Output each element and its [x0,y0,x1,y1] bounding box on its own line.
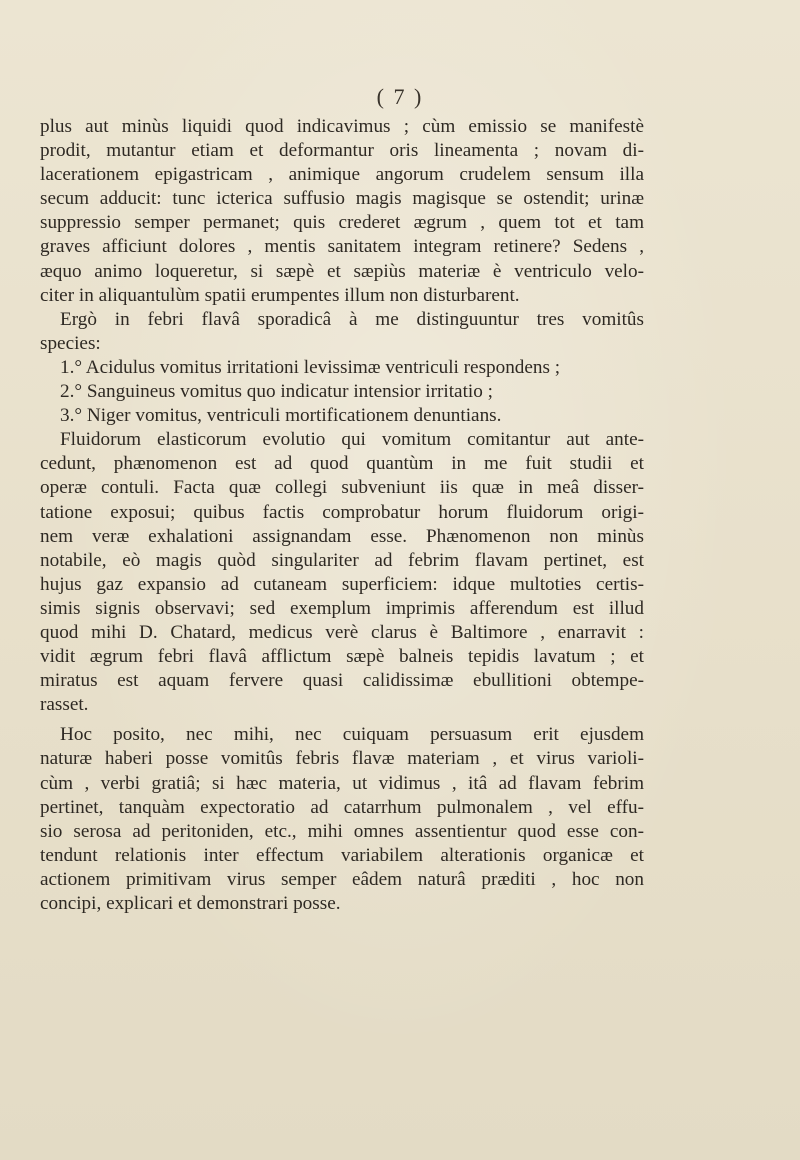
text-line: nem veræ exhalationi assignandam esse. Phænomenon non minùs [40,525,644,547]
text-line: simis signis observavi; sed exemplum imprimis afferendum est illud [40,597,644,619]
text-line: notabile, eò magis quòd singulariter ad febrim flavam pertinet, est [40,549,644,571]
text-line: actionem primitivam virus semper eâdem naturâ præditi , hoc non [40,868,644,890]
text-line: citer in aliquantulùm spatii erumpentes illum non disturbarent. [40,284,520,306]
text-line: miratus est aquam fervere quasi calidissimæ ebullitioni obtempe- [40,670,644,692]
text-line: sio serosa ad peritoniden, etc., mihi omnes assentientur quod esse con- [40,820,644,842]
text-line: suppressio semper permanet; quis crederet ægrum , quem tot et tam [40,212,644,234]
list-item: 2.° Sanguineus vomitus quo indicatur intensior irritatio ; [60,381,493,403]
page-number: ( 7 ) [376,84,424,109]
list-item: 3.° Niger vomitus, ventriculi mortificationem denuntians. [60,405,502,427]
text-line: Fluidorum elasticorum evolutio qui vomitum comitantur aut ante- [60,429,644,451]
text-line: Hoc posito, nec mihi, nec cuiquam persuasum erit ejusdem [60,724,644,746]
text-line: quod mihi D. Chatard, medicus verè clarus è Baltimore , enarravit : [40,621,644,643]
text-line: tatione exposui; quibus factis comprobatur horum fluidorum origi- [40,501,644,523]
text-line: naturæ haberi posse vomitûs febris flavæ materiam , et virus varioli- [40,748,644,770]
text-line: prodit, mutantur etiam et deformantur oris lineamenta ; novam di- [40,140,644,162]
text-line: vidit ægrum febri flavâ afflictum sæpè balneis tepidis lavatum ; et [40,646,644,668]
list-item: 1.° Acidulus vomitus irritationi levissimæ ventriculi respondens ; [60,356,561,378]
text-line: tendunt relationis inter effectum variabilem alterationis organicæ et [40,844,644,866]
text-line: æquo animo loqueretur, si sæpè et sæpiùs materiæ è ventriculo velo- [40,260,644,282]
text-line: Ergò in febri flavâ sporadicâ à me distinguuntur tres vomitûs [60,308,644,330]
text-line: cùm , verbi gratiâ; si hæc materia, ut vidimus , itâ ad flavam febrim [40,772,644,794]
text-line: rasset. [40,694,89,716]
text-line: concipi, explicari et demonstrari posse. [40,893,341,914]
text-line: pertinet, tanquàm expectoratio ad catarrhum pulmonalem , vel effu- [40,796,644,818]
text-line: operæ contuli. Facta quæ collegi subveniunt iis quæ in meâ disser- [40,477,644,499]
body-text [40,115,644,916]
text-line: graves afficiunt dolores , mentis sanitatem integram retinere? Sedens , [40,236,644,258]
text-line: cedunt, phænomenon est ad quod quantùm in me fuit studii et [40,453,644,475]
text-line: secum adducit: tunc icterica suffusio magis magisque se ostendit; urinæ [40,188,644,210]
text-line: species: [40,332,101,354]
text-line: hujus gaz expansio ad cutaneam superficiem: idque multoties certis- [40,573,644,595]
text-line: lacerationem epigastricam , animique angorum crudelem sensum illa [40,164,644,186]
text-line: plus aut minùs liquidi quod indicavimus ; cùm emissio se manifestè [40,116,644,137]
